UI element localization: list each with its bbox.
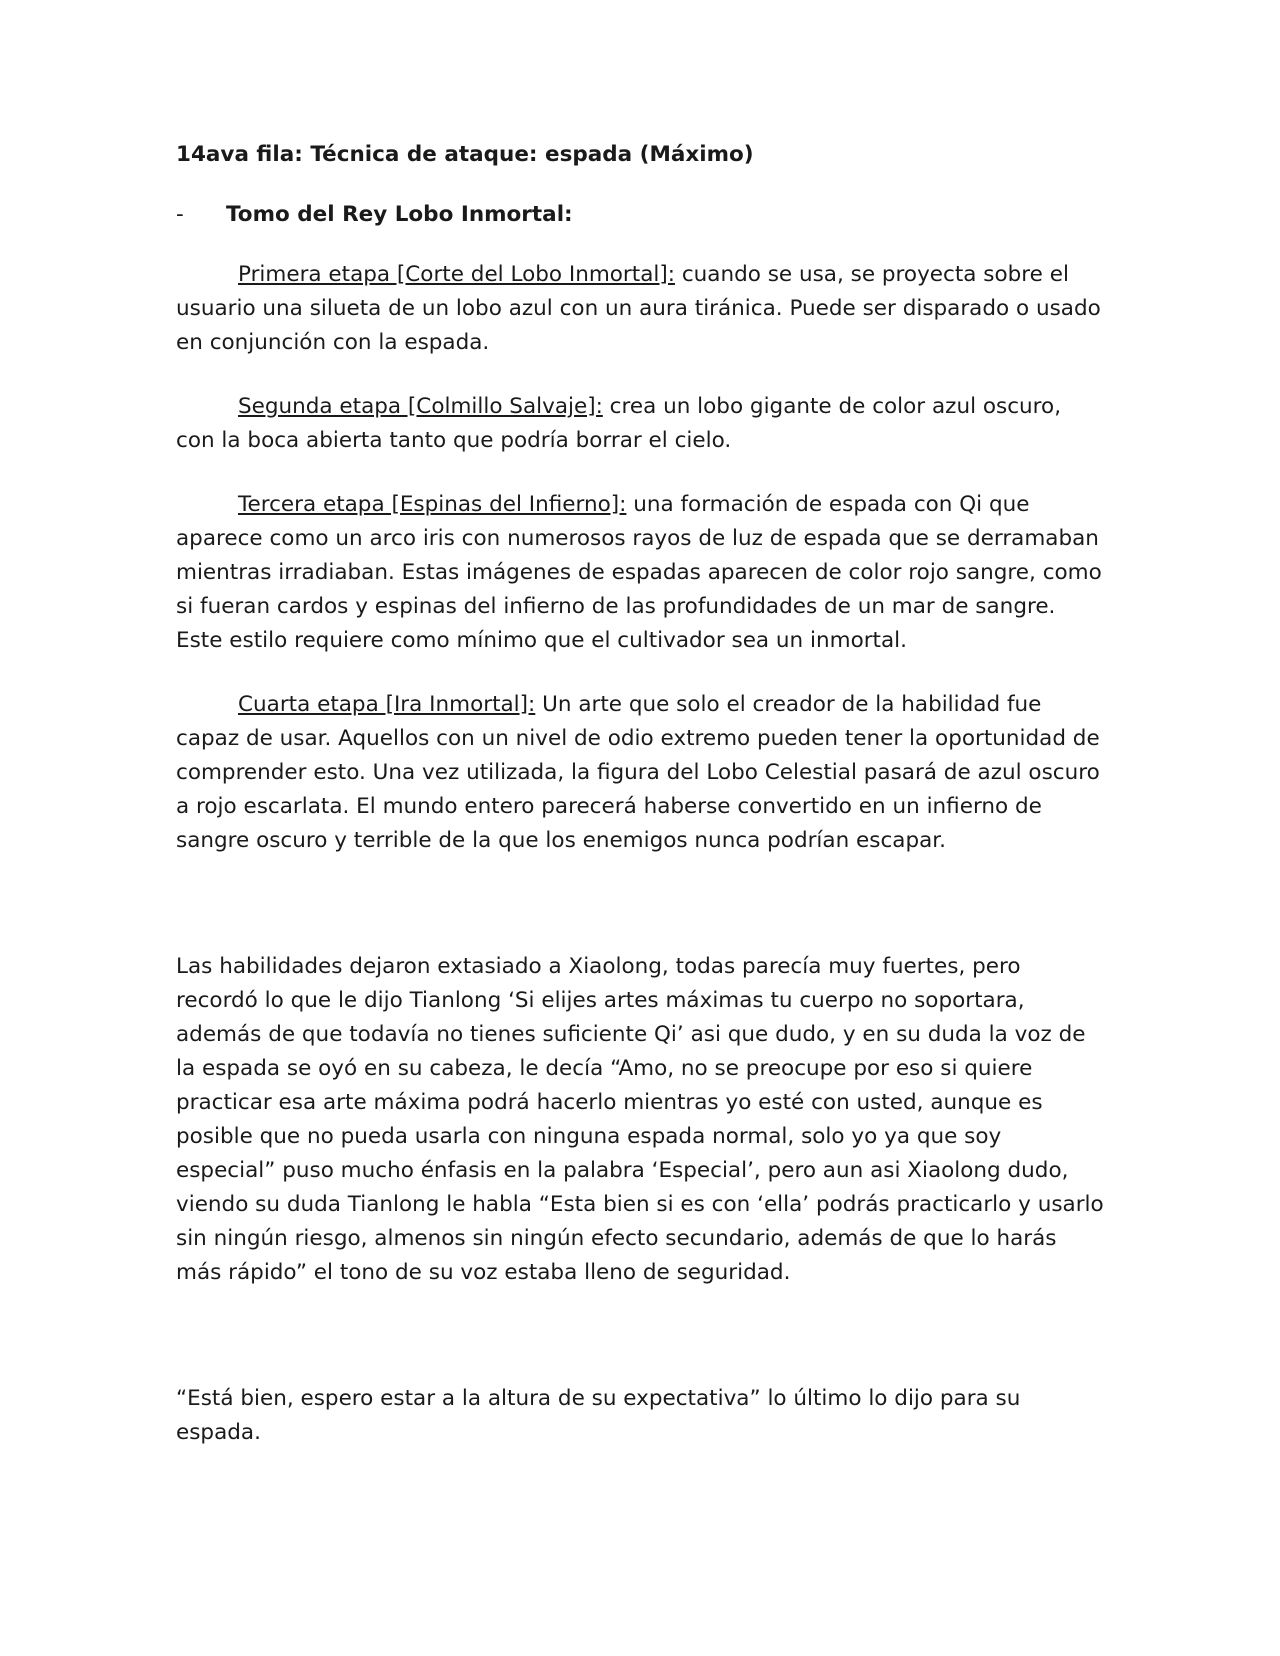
stage-name: Cuarta etapa [Ira Inmortal]: — [238, 692, 536, 717]
document-page — [176, 138, 1106, 1450]
closing-paragraph: “Está bien, espero estar a la altura de su expectativa” lo último lo dijo para su espada. — [176, 1386, 1021, 1445]
list-dash: - — [176, 202, 184, 227]
book-title: Tomo del Rey Lobo Inmortal: — [226, 202, 573, 227]
narrative-paragraph: Las habilidades dejaron extasiado a Xiaolong, todas parecía muy fuertes, pero recordó lo que le dijo Tianlong ‘Si elijes artes máximas tu cuerpo no soportara, además de que todavía no tienes suficiente Qi’ asi que dudo, y en su duda la voz de la espada se oyó en su cabeza, le decía “Amo, no se preocupe por eso si quiere practicar esa arte máxima podrá hacerlo mientras yo esté con usted, aunque es posible que no pueda usarla con ninguna espada normal, solo yo ya que soy especial” puso mucho énfasis en la palabra ‘Especial’, pero aun asi Xiaolong dudo, viendo su duda Tianlong le habla “Esta bien si es con ‘ella’ podrás practicarlo y usarlo sin ningún riesgo, almenos sin ningún efecto secundario, además de que lo harás más rápido” el tono de su voz estaba lleno de seguridad. — [176, 954, 1104, 1285]
stage-paragraph-4 — [176, 688, 1106, 858]
stage-text: cuando se usa, se proyecta sobre el usuario una silueta de un lobo azul con un aura tiránica. Puede ser disparado o usado en conjunción con la espada. — [176, 262, 1101, 355]
stage-paragraph-2 — [176, 390, 1106, 458]
stage-name: Segunda etapa [Colmillo Salvaje]: — [238, 394, 603, 419]
stage-paragraph-3 — [176, 488, 1106, 658]
section-heading: 14ava fila: Técnica de ataque: espada (Máximo) — [176, 142, 754, 167]
stage-text: una formación de espada con Qi que aparece como un arco iris con numerosos rayos de luz de espada que se derramaban mientras irradiaban. Estas imágenes de espadas aparecen de color rojo sangre, como si fueran cardos y espinas del infierno de las profundidades de un mar de sangre. Este estilo requiere como mínimo que el cultivador sea un inmortal. — [176, 492, 1102, 653]
stage-name: Primera etapa [Corte del Lobo Inmortal]: — [238, 262, 675, 287]
book-title-line — [176, 198, 1106, 232]
stage-paragraph-1 — [176, 258, 1106, 360]
stage-name: Tercera etapa [Espinas del Infierno]: — [238, 492, 627, 517]
stage-text: crea un lobo gigante de color azul oscuro, con la boca abierta tanto que podría borrar el cielo. — [176, 394, 1062, 453]
stage-text: Un arte que solo el creador de la habilidad fue capaz de usar. Aquellos con un nivel de odio extremo pueden tener la oportunidad de comprender esto. Una vez utilizada, la figura del Lobo Celestial pasará de azul oscuro a rojo escarlata. El mundo entero parecerá haberse convertido en un infierno de sangre oscuro y terrible de la que los enemigos nunca podrían escapar. — [176, 692, 1100, 853]
